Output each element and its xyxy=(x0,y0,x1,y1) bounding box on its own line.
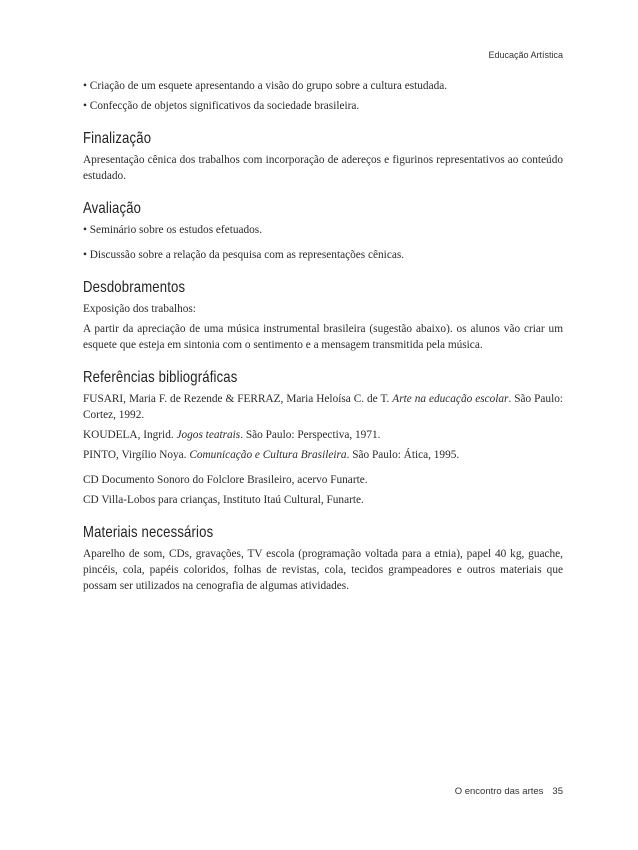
reference-1 xyxy=(83,391,563,423)
page-footer xyxy=(455,786,563,797)
reference-1-publisher: . São Paulo: Cortez, 1992. xyxy=(83,393,564,421)
section-title-avaliacao: Avaliação xyxy=(83,200,142,217)
reference-1-authors: FUSARI, Maria F. de Rezende & FERRAZ, Maria Heloísa C. de T. xyxy=(83,393,393,405)
materiais-text: Aparelho de som, CDs, gravações, TV escola (programação voltada para a etnia), papel 40 kg, guache, pincéis, cola, papéis coloridos, folhas de revistas, cola, tecidos grampeadores e outros materiais que possam ser utilizados na cenografia de algumas atividades. xyxy=(83,548,563,592)
reference-2-authors: KOUDELA, Ingrid. xyxy=(83,429,177,441)
section-avaliacao xyxy=(83,199,563,263)
section-finalizacao xyxy=(83,129,563,184)
reference-2-publisher: . São Paulo: Perspectiva, 1971. xyxy=(240,429,381,441)
reference-cd-2: CD Villa-Lobos para crianças, Instituto Itaú Cultural, Funarte. xyxy=(83,494,364,506)
running-header: Educação Artística xyxy=(488,50,563,60)
reference-2 xyxy=(83,427,563,443)
footer-book-title: O encontro das artes xyxy=(454,786,544,797)
intro-bullet-1: • Criação de um esquete apresentando a visão do grupo sobre a cultura estudada. xyxy=(83,80,448,92)
reference-3 xyxy=(83,447,563,463)
desdobramentos-line-1: Exposição dos trabalhos: xyxy=(83,303,196,315)
desdobramentos-line-2: A partir da apreciação de uma música instrumental brasileira (sugestão abaixo). os alunos vão criar um esquete que esteja em sintonia com o sentimento e a mensagem transmitida pela música. xyxy=(83,323,563,351)
reference-3-publisher: . São Paulo: Ática, 1995. xyxy=(346,449,460,461)
section-title-finalizacao: Finalização xyxy=(83,130,152,147)
finalizacao-text: Apresentação cênica dos trabalhos com incorporação de adereços e figurinos representativos ao conteúdo estudado. xyxy=(83,154,563,182)
intro-bullet-2: • Confecção de objetos significativos da sociedade brasileira. xyxy=(83,100,360,112)
page-content xyxy=(83,78,563,594)
section-title-desdobramentos: Desdobramentos xyxy=(83,279,186,296)
section-title-referencias: Referências bibliográficas xyxy=(83,369,238,386)
reference-2-title: Jogos teatrais xyxy=(176,429,241,441)
reference-cd-1: CD Documento Sonoro do Folclore Brasileiro, acervo Funarte. xyxy=(83,474,368,486)
avaliacao-bullet-1: • Seminário sobre os estudos efetuados. xyxy=(83,224,263,236)
section-materiais xyxy=(83,523,563,594)
section-referencias xyxy=(83,368,563,508)
reference-3-authors: PINTO, Virgílio Noya. xyxy=(83,449,190,461)
reference-3-title: Comunicação e Cultura Brasileira xyxy=(189,449,347,461)
section-desdobramentos xyxy=(83,278,563,353)
reference-1-title: Arte na educação escolar xyxy=(392,393,509,405)
section-title-materiais: Materiais necessários xyxy=(83,524,214,541)
page-number: 35 xyxy=(552,786,563,797)
avaliacao-bullet-2: • Discussão sobre a relação da pesquisa com as representações cênicas. xyxy=(83,249,405,261)
